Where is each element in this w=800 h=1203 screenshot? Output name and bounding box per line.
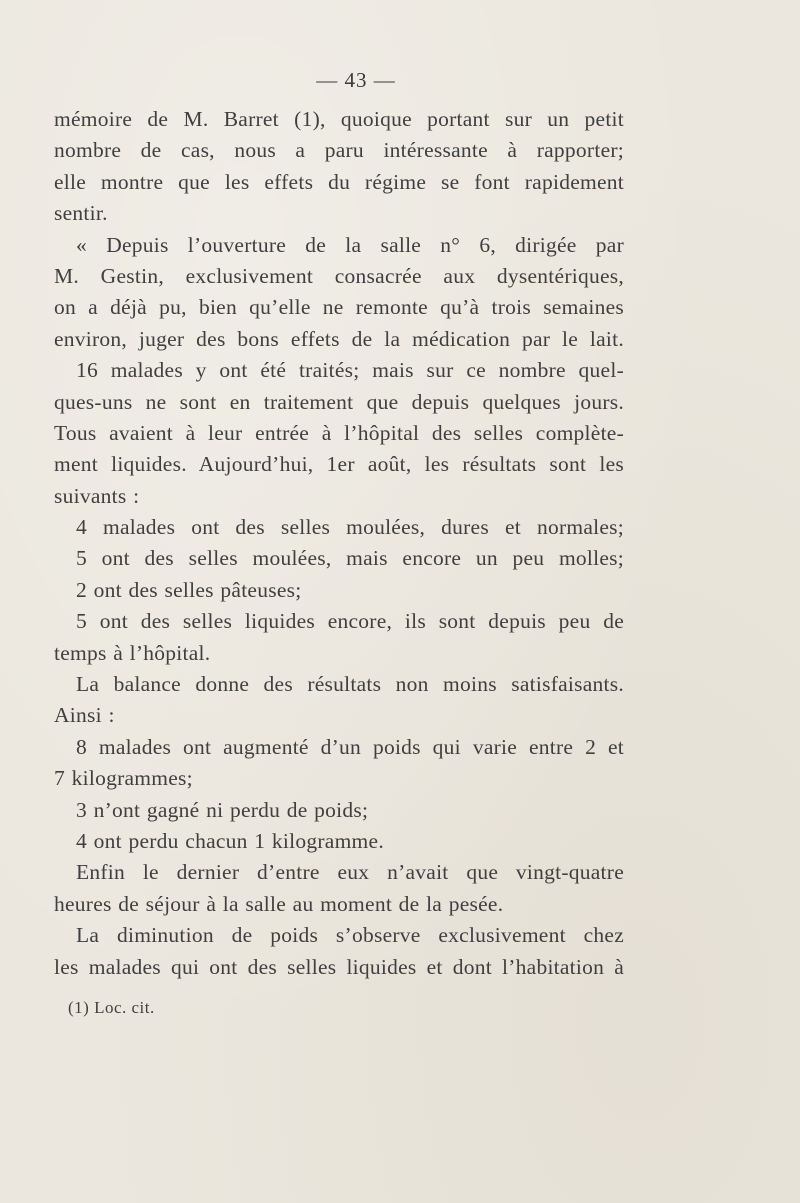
text-line: ques-uns ne sont en traitement que depuis quelques jours.: [54, 389, 624, 414]
text-line: Ainsi :: [54, 703, 115, 728]
text-line: heures de séjour à la salle au moment de la pesée.: [54, 891, 504, 916]
page-number: — 43 —: [316, 68, 396, 92]
text-line: 7 kilogrammes;: [54, 766, 193, 791]
text-line: M. Gestin, exclusivement consacrée aux dysentériques,: [54, 263, 624, 288]
text-line: Tous avaient à leur entrée à l’hôpital des selles complète-: [54, 420, 624, 445]
text-line: 4 malades ont des selles moulées, dures et normales;: [76, 515, 624, 540]
footnote: (1) Loc. cit.: [68, 998, 155, 1017]
text-line: 16 malades y ont été traités; mais sur ce nombre quel-: [76, 358, 624, 383]
text-line: suivants :: [54, 483, 140, 508]
text-line: on a déjà pu, bien qu’elle ne remonte qu’à trois semaines: [54, 295, 624, 320]
text-line: ment liquides. Aujourd’hui, 1er août, les résultats sont les: [54, 452, 624, 477]
text-line: nombre de cas, nous a paru intéressante à rapporter;: [54, 138, 624, 163]
text-line: les malades qui ont des selles liquides et dont l’habitation à: [54, 954, 624, 979]
text-line: mémoire de M. Barret (1), quoique portant sur un petit: [54, 107, 624, 131]
text-line: temps à l’hôpital.: [54, 640, 211, 665]
text-line: sentir.: [54, 201, 108, 226]
text-line: elle montre que les effets du régime se font rapidement: [54, 169, 624, 194]
text-line: Enfin le dernier d’entre eux n’avait que vingt-quatre: [76, 860, 624, 885]
text-line: 5 ont des selles moulées, mais encore un peu molles;: [76, 546, 624, 571]
text-line: 4 ont perdu chacun 1 kilogramme.: [76, 828, 384, 853]
text-line: La balance donne des résultats non moins satisfaisants.: [76, 672, 624, 697]
text-line: 8 malades ont augmenté d’un poids qui varie entre 2 et: [76, 734, 624, 759]
text-line: 3 n’ont gagné ni perdu de poids;: [76, 797, 369, 822]
text-line: 2 ont des selles pâteuses;: [76, 577, 302, 602]
text-line: 5 ont des selles liquides encore, ils sont depuis peu de: [76, 609, 624, 634]
body-text: [54, 104, 624, 983]
text-line: environ, juger des bons effets de la médication par le lait.: [54, 326, 624, 351]
text-line: « Depuis l’ouverture de la salle n° 6, dirigée par: [76, 232, 624, 257]
text-line: La diminution de poids s’observe exclusivement chez: [76, 923, 624, 948]
